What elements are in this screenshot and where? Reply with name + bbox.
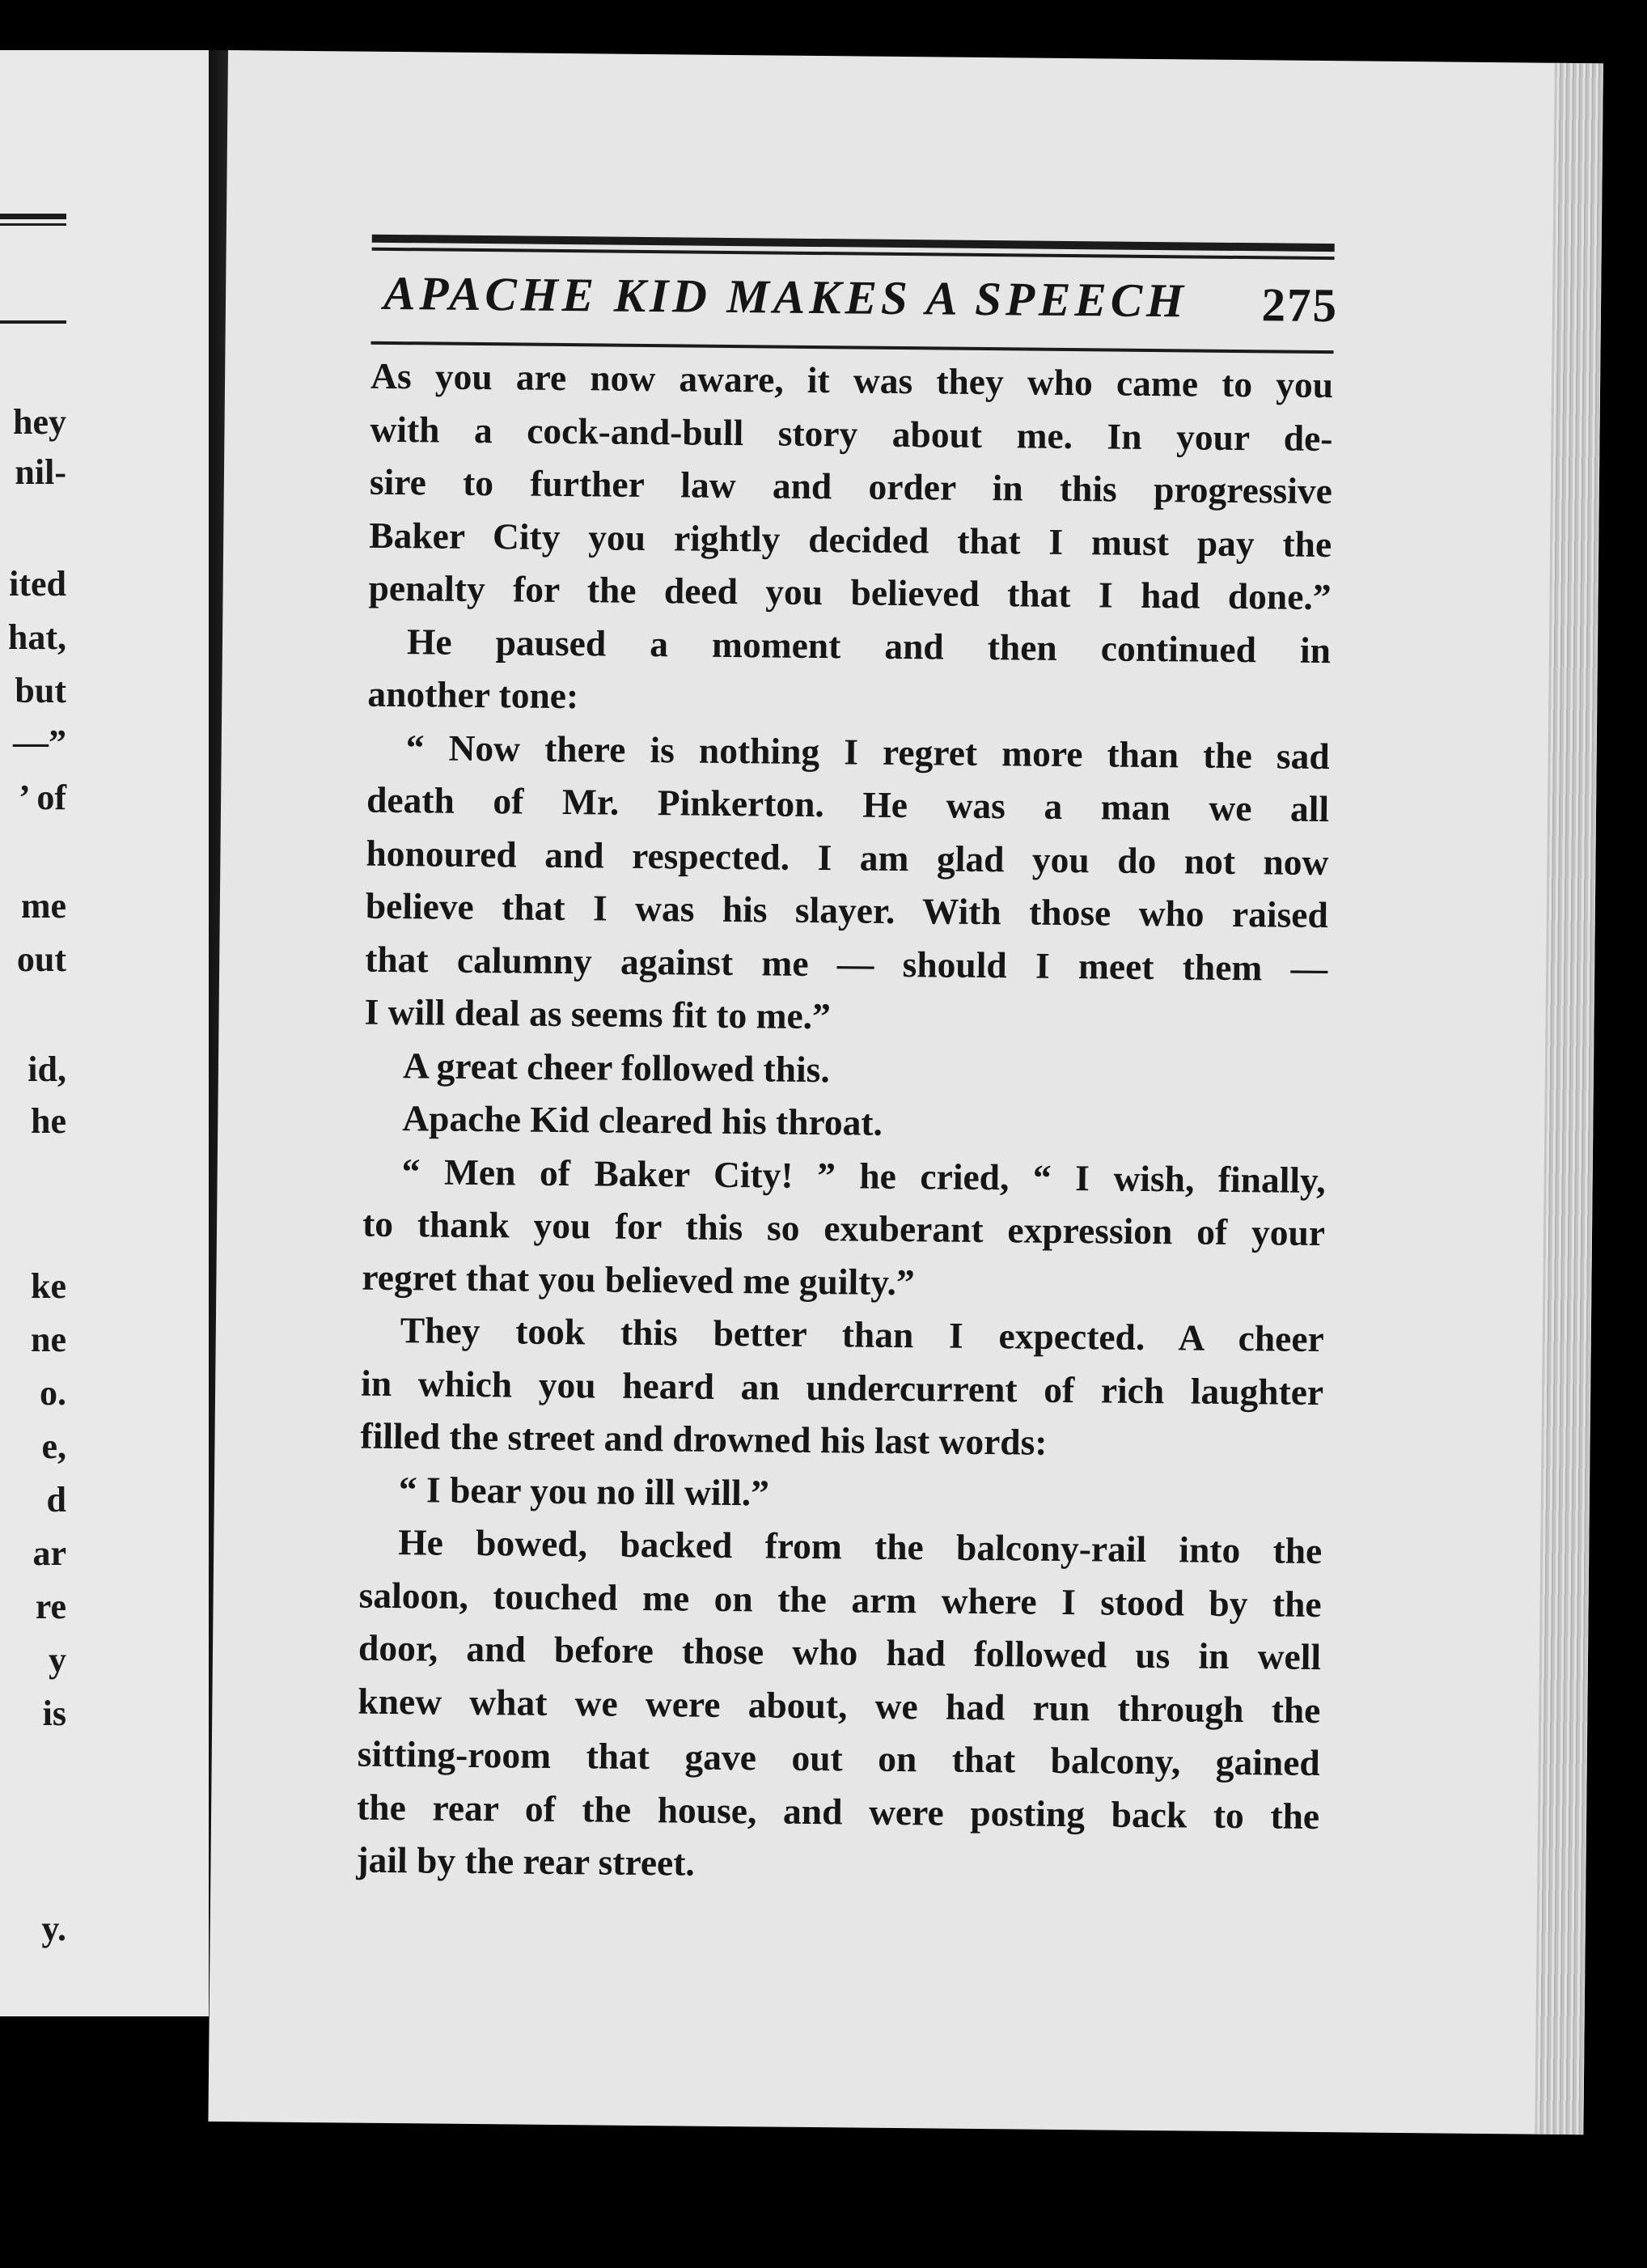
running-head [383,265,1339,347]
left-fragment: o. [40,1373,66,1413]
right-page [208,50,1603,2134]
text-line: “ I bear you no ill will.” [398,1468,770,1514]
left-header-rule-bottom [0,320,66,324]
text-line: A great cheer followed this. [402,1044,831,1090]
left-fragment: but [15,671,66,710]
left-fragment: y. [41,1909,66,1948]
text-line: jail by the rear street. [356,1838,696,1884]
left-fragment: d [46,1480,66,1520]
left-fragment: is [42,1694,66,1733]
text-line: “ Men of Baker City! ” he cried, “ I wish, finally, [401,1150,1326,1201]
left-fragment: id, [28,1049,66,1089]
left-fragment: ’ of [18,778,66,817]
left-fragment: nil- [15,452,66,492]
body-text [356,350,1333,1896]
text-line: penalty for the deed you believed that I had done.” [368,566,1332,618]
left-fragment: hat, [7,617,66,657]
text-line: death of Mr. Pinkerton. He was a man we all [366,778,1330,830]
text-line: saloon, touched me on the arm where I stood by the [358,1574,1322,1625]
left-page [0,50,209,2016]
text-line: that calumny against me — should I meet them — [364,938,1328,989]
text-line: He bowed, backed from the balcony-rail into the [398,1521,1323,1572]
left-fragment: ar [32,1533,66,1573]
text-line: regret that you believed me guilty.” [362,1256,915,1303]
left-fragment: hey [13,402,66,442]
left-fragment: out [16,939,66,979]
text-line: believe that I was his slayer. With those who raised [365,884,1329,936]
left-fragment: y [49,1640,66,1680]
text-line: honoured and respected. I am glad you do not now [366,832,1329,883]
text-line: another tone: [367,672,579,717]
text-line: with a cock-and-bull story about me. In your de- [370,408,1333,459]
left-fragment: ited [9,564,66,604]
text-line: sire to further law and order in this progressive [369,460,1333,512]
text-line: “ Now there is nothing I regret more than the sad [405,726,1330,777]
left-header-rule-top [0,214,66,219]
text-line: They took this better than I expected. A cheer [400,1309,1325,1360]
left-fragment: —” [13,723,66,762]
text-line: Baker City you rightly decided that I must pay the [369,514,1332,565]
text-line: to thank you for this so exuberant expression of your [362,1202,1326,1254]
text-line: door, and before those who had followed us in well [358,1626,1322,1678]
left-fragment: e, [41,1427,66,1466]
left-fragment: me [20,886,66,926]
text-line: He paused a moment and then continued in [406,620,1332,671]
left-fragment: re [35,1587,66,1626]
text-line: knew what we were about, we had run through the [358,1680,1321,1731]
running-head-title: APACHE KID MAKES A SPEECH [383,265,1188,328]
page-number: 275 [1261,278,1339,333]
text-line: in which you heard an undercurrent of rich laughter [360,1362,1324,1413]
left-fragment: ke [31,1266,66,1306]
text-line: sitting-room that gave out on that balcony, gained [357,1732,1320,1784]
text-line: As you are now aware, it was they who came to you [370,354,1334,406]
page-edge-stack [1535,63,1603,2134]
left-header-rule-thin [0,223,66,226]
left-fragment: he [31,1101,66,1141]
text-line: I will deal as seems fit to me.” [364,990,832,1037]
text-line: the rear of the house, and were posting back to the [356,1786,1320,1837]
text-line: filled the street and drowned his last words: [360,1414,1048,1463]
text-line: Apache Kid cleared his throat. [402,1097,883,1143]
left-fragment: ne [31,1320,66,1359]
